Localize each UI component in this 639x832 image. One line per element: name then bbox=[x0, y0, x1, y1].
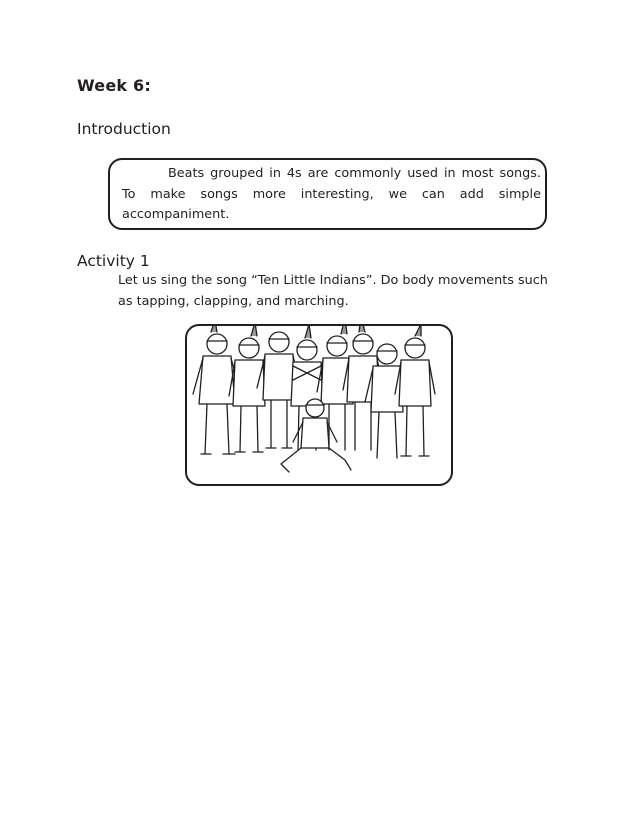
activity-heading: Activity 1 bbox=[77, 252, 150, 270]
introduction-box bbox=[108, 158, 547, 230]
child-figure bbox=[281, 399, 351, 472]
week-heading: Week 6: bbox=[77, 76, 151, 95]
activity-instructions: Let us sing the song “Ten Little Indians”. Do body movements such as tapping, clapping, and marching. bbox=[118, 273, 548, 309]
illustration-frame bbox=[185, 324, 453, 486]
child-figure bbox=[395, 326, 435, 456]
introduction-text: Beats grouped in 4s are commonly used in most songs. To make songs more interesting, we can add simple accompaniment. bbox=[122, 166, 541, 222]
introduction-heading: Introduction bbox=[77, 120, 171, 138]
children-with-feathers-illustration bbox=[187, 326, 451, 484]
